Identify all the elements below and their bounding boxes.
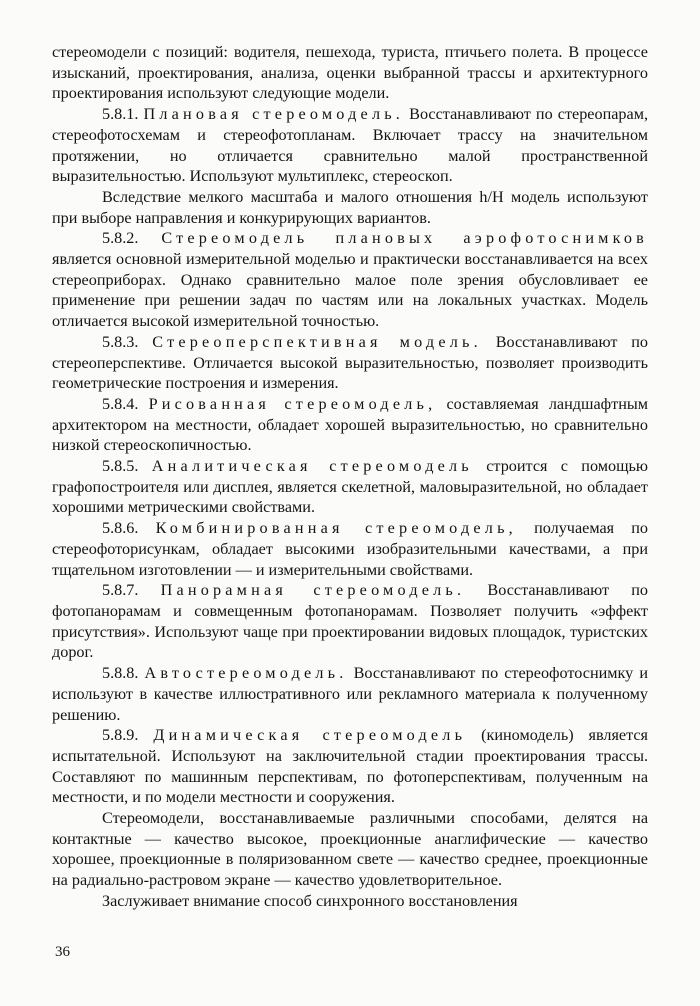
- section-paragraph: [52, 332, 648, 394]
- section-title: Плановая стереомодель.: [143, 105, 405, 124]
- paragraph: [52, 891, 648, 912]
- section-number: 5.8.7.: [102, 581, 139, 600]
- section-number: 5.8.8.: [102, 664, 139, 683]
- paragraph: [52, 42, 648, 104]
- paragraph-text: (киномодель) является испытательной. Используют на заключительной стадии проектирования трассы. Составляют по машинным перспективам, по фотоперспективам, полученным на местности, и по модели местности и сооружения.: [52, 726, 648, 807]
- section-title: Панорамная стереомодель.: [160, 581, 466, 600]
- section-number: 5.8.2.: [102, 229, 139, 248]
- section-title: Аналитическая стереомодель: [151, 457, 473, 476]
- section-number: 5.8.3.: [102, 332, 139, 351]
- section-title: Стереоперспективная модель.: [152, 332, 482, 351]
- paragraph-text: Заслуживает внимание способ синхронного восстановления: [102, 891, 518, 910]
- page-number: 36: [55, 944, 70, 960]
- paragraph-text: Восстанавливают по стереофотоснимку и используют в качестве иллюстративного или рекламного материала к полученному решению.: [52, 664, 649, 724]
- paragraph-text: стереомодели с позиций: водителя, пешехода, туриста, птичьего полета. В процессе изысканий, проектирования, анализа, оценки выбранной трассы и архитектурного проектирования используют следующие модели.: [52, 43, 648, 103]
- section-title: Динамическая стереомодель: [153, 726, 467, 745]
- section-paragraph: [52, 228, 648, 332]
- section-number: 5.8.9.: [102, 726, 139, 745]
- body-text: [52, 42, 648, 912]
- section-number: 5.8.4.: [102, 394, 139, 413]
- section-paragraph: [52, 580, 648, 663]
- section-paragraph: [52, 104, 648, 187]
- paragraph-text: является основной измерительной моделью и практически восстанавливается на всех стереоприборах. Однако сравнительно малое поле зрения обусловливает ее применение при решении задач по частям или на локальных участках. Модель отличается высокой измерительной точностью.: [52, 250, 648, 331]
- section-title: Рисованная стереомодель,: [148, 394, 437, 413]
- section-paragraph: [52, 518, 648, 580]
- paragraph-text: Восстанавливают по стереоперспективе. Отличается высокой выразительностью, позволяет производить геометрические построения и измерения.: [52, 332, 649, 393]
- paragraph-text: строится с помощью графопостроителя или дисплея, является скелетной, маловыразительной, но обладает хорошими метрическими свойствами.: [52, 457, 649, 517]
- section-title: Автостереомодель.: [144, 664, 348, 683]
- section-paragraph: [52, 725, 648, 808]
- paragraph: [52, 187, 648, 228]
- section-number: 5.8.6.: [102, 519, 139, 538]
- section-title: Комбинированная стереомодель,: [155, 519, 517, 538]
- paragraph-text: составляемая ландшафтным архитектором на местности, обладает хорошей выразительностью, но сравнительно низкой стереоскопичностью.: [52, 394, 648, 455]
- paragraph: [52, 808, 648, 891]
- section-number: 5.8.1.: [102, 105, 139, 124]
- section-number: 5.8.5.: [102, 457, 139, 476]
- section-paragraph: [52, 663, 648, 725]
- paragraph-text: Стереомодели, восстанавливаемые различными способами, делятся на контактные — качество высокое, проекционные анаглифические — качество хорошее, проекционные в поляризованном свете — качество среднее, проекционные на радиально-растровом экране — качество удовлетворительное.: [52, 809, 648, 890]
- paragraph-text: Восстанавливают по стереопарам, стереофотосхемам и стереофотопланам. Включает трассу на значительном протяжении, но отличается сравнительно малой пространственной выразительностью. Используют мультиплекс, стереоскоп.: [52, 105, 648, 186]
- paragraph-text: получаемая по стереофоторисункам, обладает высокими изобразительными качествами, а при тщательном изготовлении — и измерительными свойствами.: [52, 519, 649, 579]
- paragraph-text: Вследствие мелкого масштаба и малого отношения h/H модель используют при выборе направления и конкурирующих вариантов.: [52, 187, 648, 227]
- section-paragraph: [52, 394, 648, 456]
- paragraph-text: Восстанавливают по фотопанорамам и совмещенным фотопанорамам. Позволяет получить «эффект присутствия». Используют чаще при проектировании видовых площадок, туристских дорог.: [52, 581, 649, 662]
- section-title: Стереомодель плановых аэрофотоснимков: [161, 229, 649, 248]
- section-paragraph: [52, 456, 648, 518]
